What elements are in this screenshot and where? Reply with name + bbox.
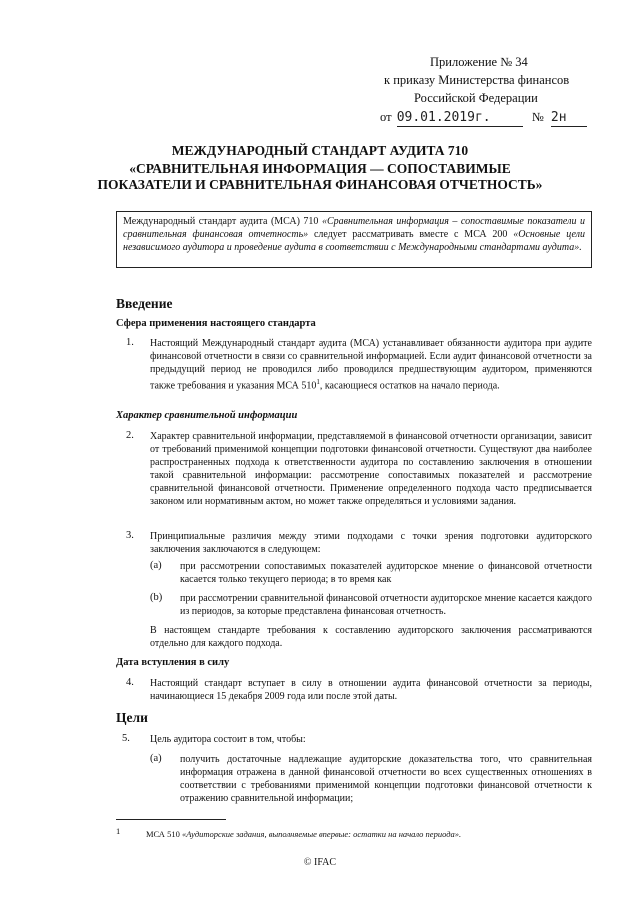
box-italic-1: «Сравнительная информация – сопоставимые показатели и сравнительная финансовая отчетность» — [123, 216, 585, 240]
footnote-separator — [116, 819, 226, 820]
footnote-text-plain: МСА 510 — [146, 829, 182, 839]
federation-line: Российской Федерации — [414, 91, 538, 105]
subheading-effective-date: Дата вступления в силу — [116, 657, 230, 668]
list-label-5a: (a) — [150, 753, 162, 764]
list-label-3b: (b) — [150, 592, 163, 603]
paragraph-3-tail: В настоящем стандарте требования к составлению аудиторского заключения рассматриваются отдельно для каждого подхода. — [150, 625, 592, 649]
para-number-4: 4. — [126, 677, 134, 688]
section-heading-introduction: Введение — [116, 296, 173, 311]
paragraph-1-tail: , касающиеся остатков на начало периода. — [319, 380, 500, 392]
list-label-3a: (a) — [150, 560, 162, 571]
para-number-1: 1. — [126, 337, 134, 348]
footnote-number: 1 — [116, 826, 121, 836]
para-number-2: 2. — [126, 430, 134, 441]
appendix-number: Приложение № 34 — [430, 55, 528, 69]
box-text-1: Международный стандарт аудита (МСА) 710 — [123, 216, 322, 227]
box-text-2: следует рассматривать вместе с МСА 200 — [308, 229, 514, 240]
list-item-3a: при рассмотрении сопоставимых показателей аудиторское мнение о финансовой отчетности касается только текущего периода; в то время как — [180, 561, 592, 585]
footnote-text — [146, 829, 461, 839]
date-row — [380, 109, 587, 127]
subheading-scope: Сфера применения настоящего стандарта — [116, 318, 316, 329]
footnote-ref-1: 1 — [316, 378, 320, 386]
subheading-nature: Характер сравнительной информации — [116, 410, 298, 421]
para-number-5: 5. — [122, 733, 130, 744]
number-label: № — [531, 110, 544, 124]
list-item-5a: получить достаточные надлежащие аудиторские доказательства того, что сравнительная информация отражена в данной финансовой отчетности во всех существенных отношениях в соответствии с требованиями применимой концепции подготовки финансовой отчетности к отражению сравнительной информации; — [180, 754, 592, 804]
order-line: к приказу Министерства финансов — [384, 73, 570, 87]
paragraph-1 — [150, 337, 592, 392]
handwritten-number: 2н — [551, 110, 587, 127]
paragraph-1-text: Настоящий Международный стандарт аудита (МСА) устанавливает обязанности аудитора при аудите финансовой отчетности в связи со сравнительной информацией. Если аудит финансовой отчетности за предыдущий период не проводился либо проводился предшествующим аудитором, применяются также требования и указания МСА 510 — [150, 338, 592, 392]
title-line-3: ПОКАЗАТЕЛИ И СРАВНИТЕЛЬНАЯ ФИНАНСОВАЯ ОТЧЕТНОСТЬ» — [97, 177, 543, 192]
section-heading-goals: Цели — [116, 710, 148, 725]
handwritten-date: 09.01.2019г. — [397, 110, 523, 127]
box-italic-2: «Основные цели независимого аудитора и проведение аудита в соответствии с Международными стандартами аудита». — [123, 229, 585, 253]
paragraph-5: Цель аудитора состоит в том, чтобы: — [150, 734, 306, 745]
copyright-footer: © IFAC — [303, 857, 337, 868]
para-number-3: 3. — [126, 530, 134, 541]
from-label: от — [380, 110, 392, 124]
title-line-1: МЕЖДУНАРОДНЫЙ СТАНДАРТ АУДИТА 710 — [171, 143, 469, 158]
title-line-2: «СРАВНИТЕЛЬНАЯ ИНФОРМАЦИЯ — СОПОСТАВИМЫЕ — [129, 161, 511, 176]
paragraph-4: Настоящий стандарт вступает в силу в отношении аудита финансовой отчетности за периоды, начинающиеся 15 декабря 2009 года или после этой даты. — [150, 678, 592, 702]
list-item-3b: при рассмотрении сравнительной финансовой отчетности аудиторское мнение касается каждого из периодов, за которые представлена финансовая отчетность. — [180, 593, 592, 617]
paragraph-3: Принципиальные различия между этими подходами с точки зрения подготовки аудиторского заключения заключаются в следующем: — [150, 531, 592, 555]
footnote-text-italic: «Аудиторские задания, выполняемые впервые: остатки на начало периода». — [181, 829, 462, 839]
standard-reference-box — [116, 211, 592, 268]
paragraph-2: Характер сравнительной информации, представляемой в финансовой отчетности организации, зависит от требований применимой концепции подготовки финансовой отчетности. Существуют два наиболее распространенных подхода к ответственности аудитора по составлению заключения в отношении такой сравнительной информации: рассмотрение сопоставимых показателей и рассмотрение сравнительной финансовой отчетности. Применение определенного подхода часто предписывается законом или нормативным актом, но может также определяться и условиями задания. — [150, 431, 592, 507]
